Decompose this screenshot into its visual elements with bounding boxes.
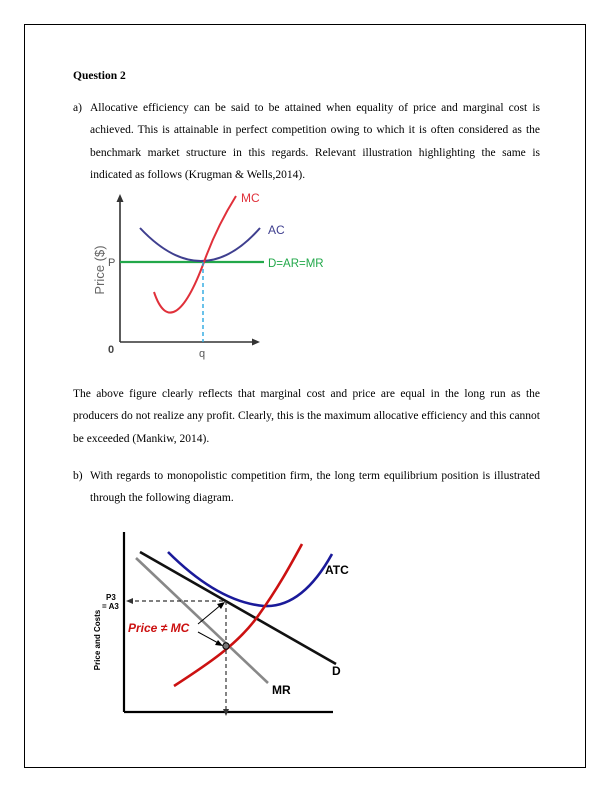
part-b-paragraph: With regards to monopolistic competition firm, the long term equilibrium position is illustrated through the following diagram. [90, 470, 540, 505]
fig2-atc-label: ATC [325, 563, 349, 577]
fig1-mc-label: MC [241, 191, 260, 205]
fig1-y-axis-label: Price ($) [92, 245, 107, 295]
middle-paragraph: The above figure clearly reflects that marginal cost and price are equal in the long run as the producers do not realize any profit. Clearly, this is the maximum allocative efficiency and this cannot be exceeded (Mankiw, 2014). [73, 388, 540, 445]
fig2-mc-mr-point [223, 643, 229, 649]
fig2-pointer-upper [198, 604, 222, 624]
fig1-ac-label: AC [268, 223, 285, 237]
fig2-mr-label: MR [272, 683, 291, 697]
fig2-pointer-upper-head [217, 602, 225, 609]
fig2-a3-label: = A3 [102, 602, 119, 611]
figure-monopolistic-competition [88, 528, 378, 722]
fig1-origin-label: 0 [108, 344, 115, 356]
part-a-label: a) [73, 102, 82, 114]
figure-perfect-competition [88, 186, 348, 362]
fig2-d-label: D [332, 664, 341, 678]
fig2-horizontal-arrow [126, 598, 133, 604]
question-title: Question 2 [73, 70, 126, 82]
fig2-y-axis-label: Price and Costs [93, 609, 102, 671]
fig1-mc-curve [154, 196, 236, 313]
fig2-p3-label: P3 [106, 593, 116, 602]
part-b-label: b) [73, 470, 83, 482]
fig2-price-mc-label: Price ≠ MC [128, 621, 190, 635]
fig1-ac-curve [140, 228, 260, 261]
fig1-y-axis-arrow [117, 194, 124, 202]
fig2-atc-curve [168, 552, 332, 606]
fig1-demand-label: D=AR=MR [268, 258, 324, 270]
fig1-x-axis-arrow [252, 339, 260, 346]
fig1-quantity-label: q [199, 348, 206, 360]
fig2-mc-curve [174, 544, 302, 686]
fig1-price-label: P [108, 257, 116, 269]
fig2-demand-line [140, 552, 336, 664]
part-a-paragraph: Allocative efficiency can be said to be attained when equality of price and marginal cost is achieved. This is attainable in perfect competition owing to which it is often considered as the benchmark market structure in this regards. Relevant illustration highlighting the same is indicated as follows (Krugman & Wells,2014). [90, 102, 540, 181]
